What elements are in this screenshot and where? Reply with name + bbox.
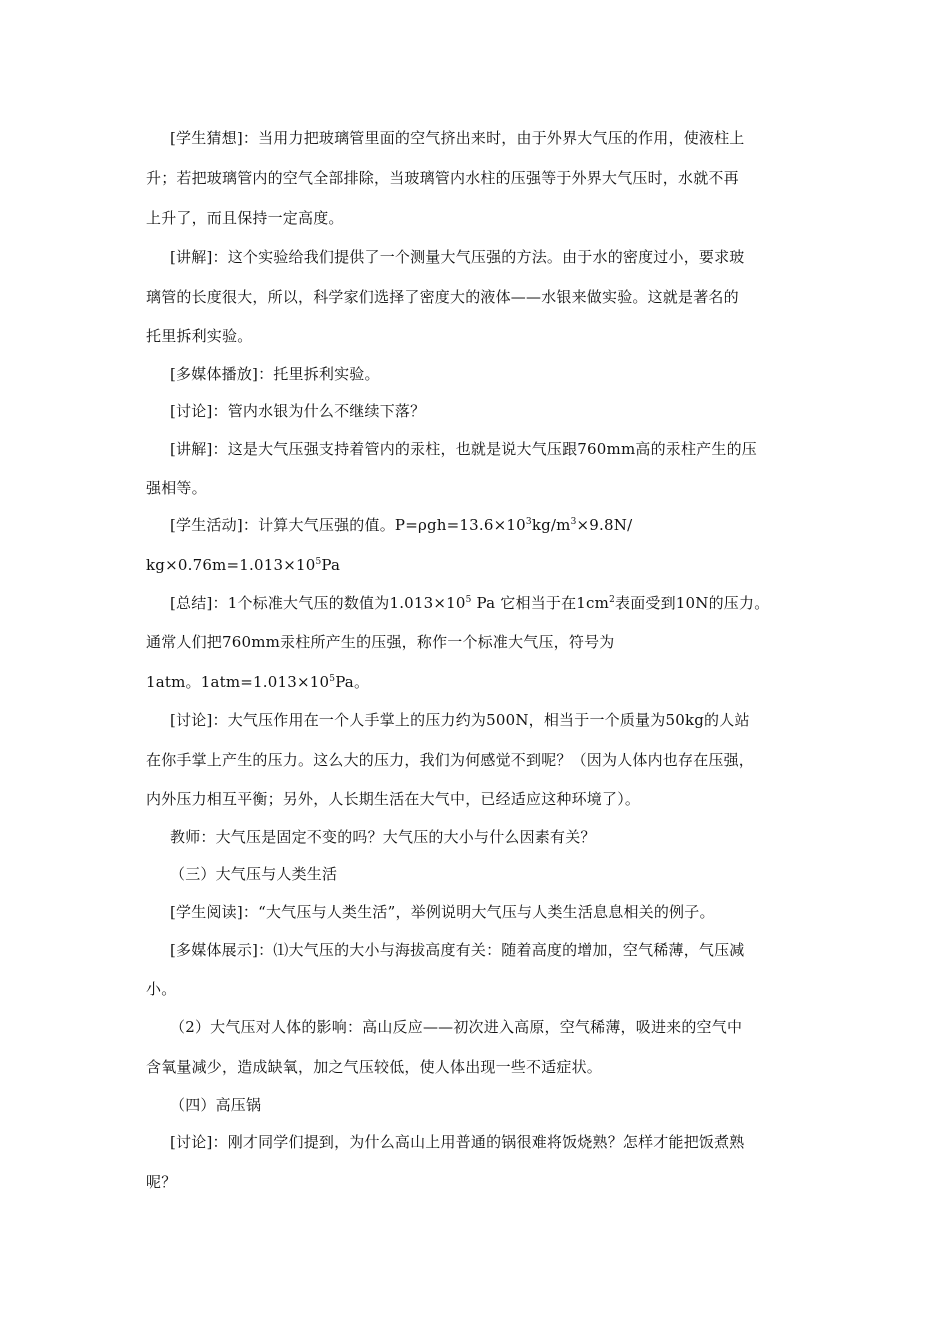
paragraph-explain-line-2: 璃管的长度很大，所以，科学家们选择了密度大的液体——水银来做实验。这就是著名的 — [146, 288, 739, 306]
paragraph-body-effect-line-1: （2）大气压对人体的影响：高山反应——初次进入高原，空气稀薄，吸进来的空气中 — [170, 1018, 743, 1036]
superscript: 5 — [465, 595, 472, 605]
paragraph-discussion-2-line-1: [讨论]：大气压作用在一个人手掌上的压力约为500N，相当于一个质量为50kg的人站 — [170, 711, 750, 729]
superscript: 2 — [609, 595, 615, 605]
superscript: 3 — [525, 517, 532, 527]
paragraph-explain-2-line-1: [讲解]：这是大气压强支持着管内的汞柱，也就是说大气压跟760mm高的汞柱产生的压 — [170, 440, 757, 458]
text-run: [总结]：1个标准大气压的数值为1.013×10 — [170, 594, 466, 612]
paragraph-media-play: [多媒体播放]：托里拆利实验。 — [170, 365, 380, 383]
paragraph-media-show-line-2: 小。 — [146, 980, 177, 998]
paragraph-student-activity-line-2 — [146, 555, 340, 575]
paragraph-discussion-2-line-2: 在你手掌上产生的压力。这么大的压力，我们为何感觉不到呢？（因为人体内也存在压强， — [146, 751, 755, 769]
superscript: 3 — [570, 517, 577, 527]
text-run: kg×0.76m=1.013×10 — [146, 556, 316, 574]
paragraph-explain-2-line-2: 强相等。 — [146, 479, 207, 497]
superscript: 5 — [329, 674, 336, 684]
paragraph-explain-line-1: [讲解]：这个实验给我们提供了一个测量大气压强的方法。由于水的密度过小，要求玻 — [170, 248, 745, 266]
paragraph-media-show-line-1: [多媒体展示]：⑴大气压的大小与海拔高度有关：随着高度的增加，空气稀薄，气压减 — [170, 941, 745, 959]
paragraph-summary-line-1 — [170, 593, 769, 613]
paragraph-student-guess-line-1: [学生猜想]：当用力把玻璃管里面的空气挤出来时，由于外界大气压的作用，使液柱上 — [170, 129, 745, 147]
section-heading-4: （四）高压锅 — [170, 1096, 262, 1114]
paragraph-discussion-3-line-2: 呢？ — [146, 1173, 177, 1191]
paragraph-body-effect-line-2: 含氧量减少，造成缺氧，加之气压较低，使人体出现一些不适症状。 — [146, 1058, 603, 1076]
text-run: Pa — [321, 556, 341, 574]
text-run: kg/m — [531, 516, 571, 534]
superscript: 5 — [315, 557, 322, 567]
paragraph-discussion-1: [讨论]：管内水银为什么不继续下落？ — [170, 402, 426, 420]
paragraph-teacher-question: 教师：大气压是固定不变的吗？大气压的大小与什么因素有关？ — [170, 828, 596, 846]
text-run: ×9.8N/ — [576, 516, 633, 534]
text-run: 1atm。1atm=1.013×10 — [146, 673, 330, 691]
paragraph-student-guess-line-2: 升；若把玻璃管内的空气全部排除，当玻璃管内水柱的压强等于外界大气压时，水就不再 — [146, 169, 739, 187]
paragraph-discussion-3-line-1: [讨论]：刚才同学们提到，为什么高山上用普通的锅很难将饭烧熟？怎样才能把饭煮熟 — [170, 1133, 745, 1151]
section-heading-3: （三）大气压与人类生活 — [170, 865, 338, 883]
text-run: [学生活动]：计算大气压强的值。P=ρgh=13.6×10 — [170, 516, 526, 534]
text-run: 表面受到10N的压力。 — [615, 594, 770, 612]
paragraph-student-reading: [学生阅读]：“大气压与人类生活”，举例说明大气压与人类生活息息相关的例子。 — [170, 903, 715, 921]
paragraph-explain-line-3: 托里拆利实验。 — [146, 327, 253, 345]
paragraph-student-activity-line-1 — [170, 515, 632, 535]
paragraph-student-guess-line-3: 上升了，而且保持一定高度。 — [146, 209, 344, 227]
paragraph-summary-line-3 — [146, 672, 369, 692]
paragraph-summary-line-2: 通常人们把760mm汞柱所产生的压强，称作一个标准大气压，符号为 — [146, 633, 615, 651]
paragraph-discussion-2-line-3: 内外压力相互平衡；另外，人长期生活在大气中，已经适应这种环境了）。 — [146, 790, 641, 808]
text-run: Pa 它相当于在1cm — [471, 594, 610, 612]
text-run: Pa。 — [335, 673, 370, 691]
